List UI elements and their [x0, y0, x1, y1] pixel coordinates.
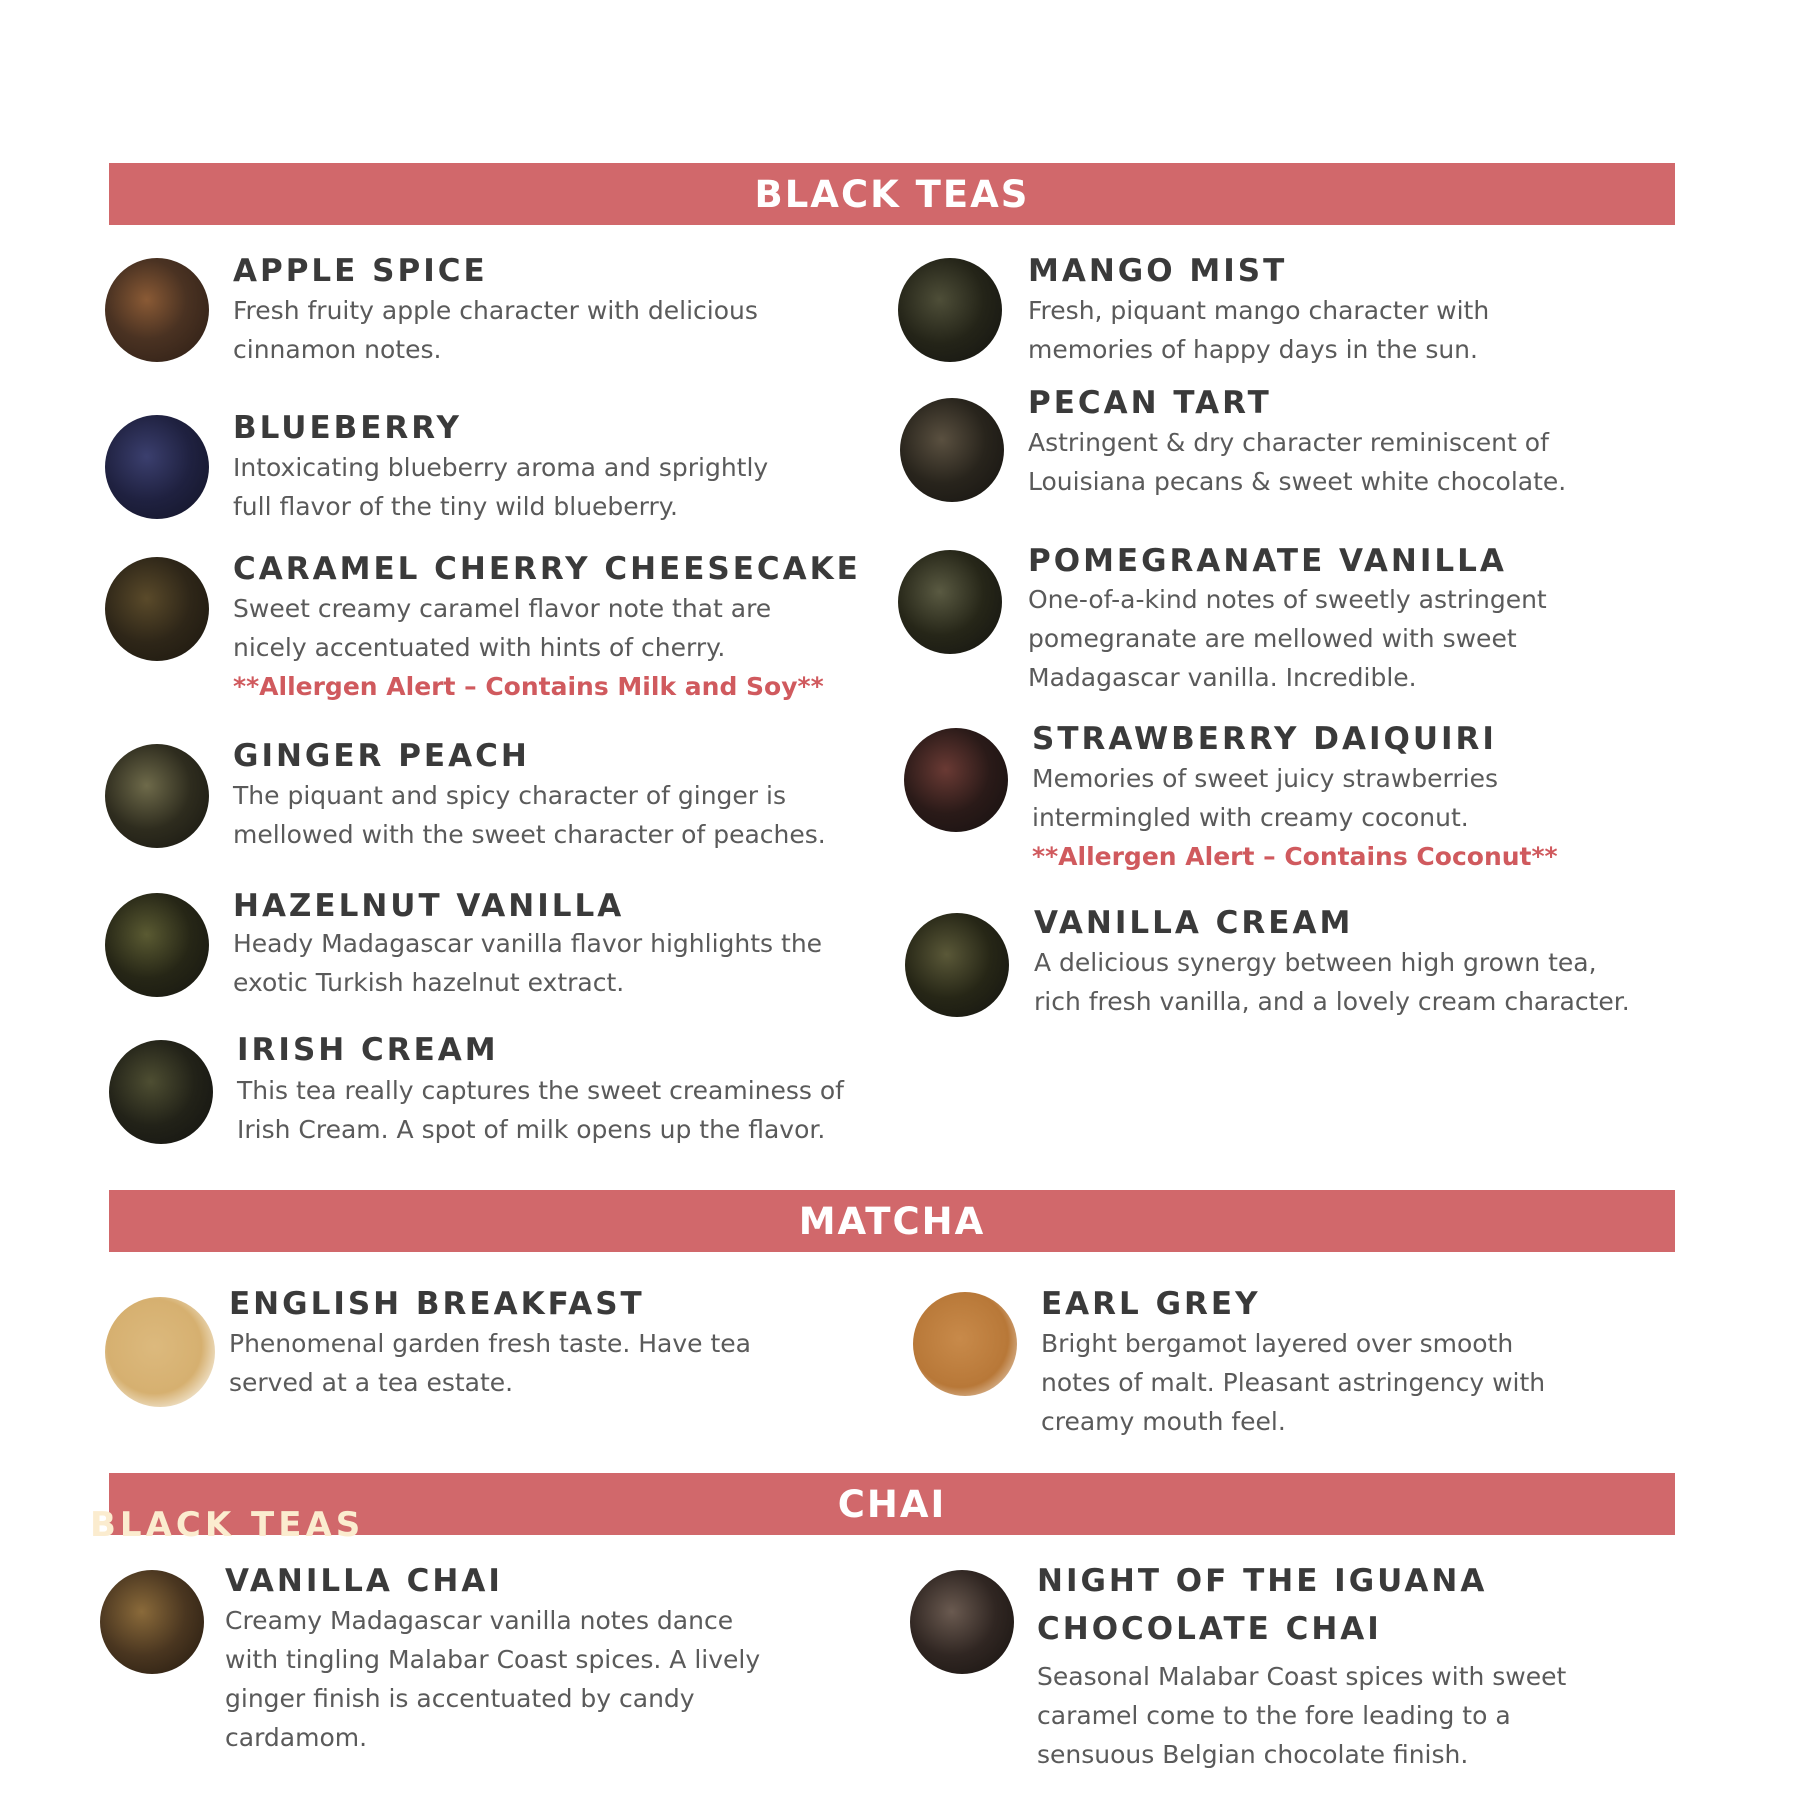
tea-leaf-image	[100, 1570, 204, 1674]
tea-leaf-image	[898, 550, 1002, 654]
tea-name: GINGER PEACH	[233, 738, 530, 774]
tea-description: This tea really captures the sweet creaminess of Irish Cream. A spot of milk opens up the flavor.	[237, 1076, 844, 1144]
tea-name: PECAN TART	[1028, 385, 1272, 421]
tea-description: Intoxicating blueberry aroma and sprightly full flavor of the tiny wild blueberry.	[233, 453, 769, 521]
tea-description: Bright bergamot layered over smooth notes of malt. Pleasant astringency with creamy mouth feel.	[1041, 1329, 1546, 1436]
tea-leaf-image	[910, 1570, 1014, 1674]
tea-description: Sweet creamy caramel flavor note that are nicely accentuated with hints of cherry.	[233, 594, 772, 662]
tea-powder-image	[913, 1292, 1017, 1396]
tea-description: One-of-a-kind notes of sweetly astringent pomegranate are mellowed with sweet Madagascar vanilla. Incredible.	[1028, 585, 1547, 692]
tea-leaf-image	[109, 1040, 213, 1144]
allergen-alert: **Allergen Alert – Contains Milk and Soy**	[233, 672, 824, 701]
tea-leaf-image	[105, 557, 209, 661]
tea-name: EARL GREY	[1041, 1286, 1261, 1322]
ghost-watermark-text: BLACK TEAS	[90, 1505, 365, 1545]
tea-name-line-1: NIGHT OF THE IGUANA	[1037, 1563, 1488, 1599]
tea-description: Astringent & dry character reminiscent of Louisiana pecans & sweet white chocolate.	[1028, 428, 1567, 496]
tea-description: Seasonal Malabar Coast spices with sweet caramel come to the fore leading to a sensuous Belgian chocolate finish.	[1037, 1662, 1567, 1769]
section-header-chai: CHAI	[109, 1473, 1675, 1535]
allergen-alert: **Allergen Alert – Contains Coconut**	[1032, 842, 1558, 871]
tea-description: Creamy Madagascar vanilla notes dance with tingling Malabar Coast spices. A lively ginger finish is accentuated by candy cardamom.	[225, 1606, 761, 1752]
tea-leaf-image	[905, 913, 1009, 1017]
tea-name: MANGO MIST	[1028, 253, 1288, 289]
section-header-matcha: MATCHA	[109, 1190, 1675, 1252]
tea-leaf-image	[105, 744, 209, 848]
tea-leaf-image	[898, 258, 1002, 362]
tea-description: Phenomenal garden fresh taste. Have tea served at a tea estate.	[229, 1329, 751, 1397]
tea-leaf-image	[904, 728, 1008, 832]
tea-name: VANILLA CHAI	[225, 1563, 503, 1599]
section-header-black-teas: BLACK TEAS	[109, 163, 1675, 225]
tea-name: ENGLISH BREAKFAST	[229, 1286, 645, 1322]
tea-description: Fresh fruity apple character with delicious cinnamon notes.	[233, 296, 758, 364]
tea-description: A delicious synergy between high grown tea, rich fresh vanilla, and a lovely cream character.	[1034, 948, 1630, 1016]
tea-name: CARAMEL CHERRY CHEESECAKE	[233, 551, 861, 587]
tea-name: IRISH CREAM	[237, 1032, 499, 1068]
tea-name-line-2: CHOCOLATE CHAI	[1037, 1611, 1382, 1647]
tea-leaf-image	[105, 258, 209, 362]
tea-name: VANILLA CREAM	[1034, 905, 1354, 941]
tea-description: Fresh, piquant mango character with memories of happy days in the sun.	[1028, 296, 1490, 364]
tea-powder-image	[105, 1297, 215, 1407]
tea-description: Memories of sweet juicy strawberries intermingled with creamy coconut.	[1032, 764, 1499, 832]
tea-name: POMEGRANATE VANILLA	[1028, 543, 1507, 579]
tea-name: STRAWBERRY DAIQUIRI	[1032, 721, 1497, 757]
tea-leaf-image	[105, 893, 209, 997]
tea-leaf-image	[105, 415, 209, 519]
tea-name: APPLE SPICE	[233, 253, 488, 289]
tea-name: HAZELNUT VANILLA	[233, 888, 625, 924]
tea-description: The piquant and spicy character of ginger is mellowed with the sweet character of peaches.	[233, 781, 826, 849]
tea-leaf-image	[900, 398, 1004, 502]
tea-description: Heady Madagascar vanilla flavor highlights the exotic Turkish hazelnut extract.	[233, 929, 823, 997]
tea-name: BLUEBERRY	[233, 410, 462, 446]
